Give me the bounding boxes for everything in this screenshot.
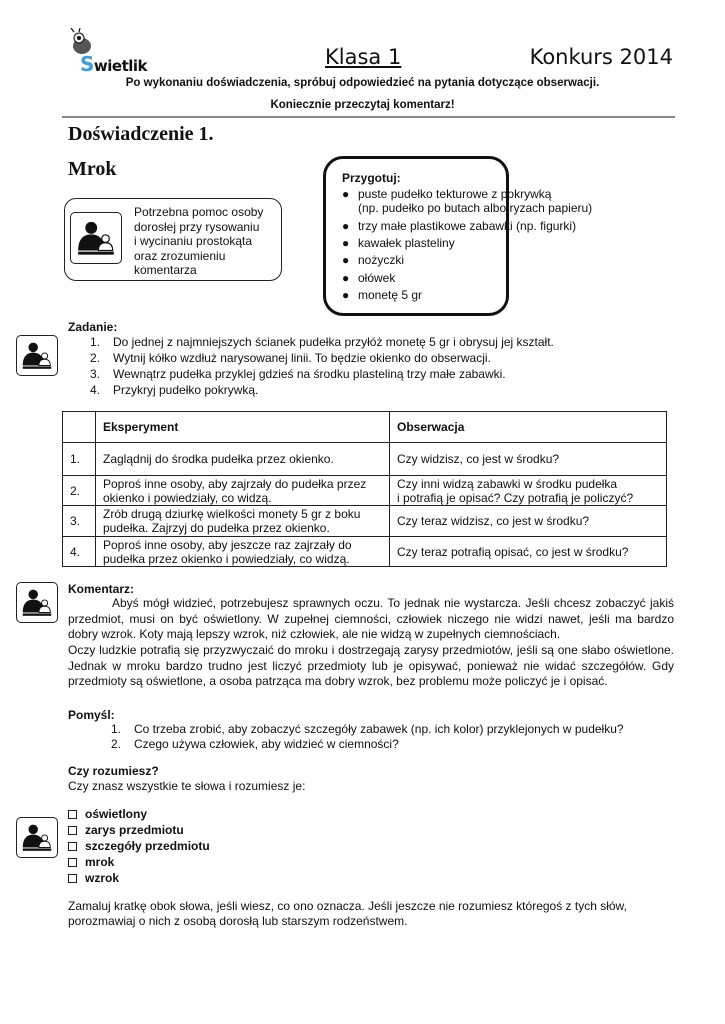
observation-cell — [390, 443, 667, 476]
understand-footer: Zamaluj kratkę obok słowa, jeśli wiesz, co ono oznacza. Jeśli jeszcze nie rozumiesz któregoś z tych słów, — [68, 899, 627, 913]
help-box — [64, 198, 282, 281]
help-text — [134, 205, 263, 278]
help-line: dorosłej przy rysowaniu — [134, 219, 260, 234]
checkbox-icon[interactable] — [68, 842, 77, 851]
task-title: Zadanie: — [68, 320, 118, 334]
experiment-cell — [96, 506, 390, 537]
row-number: 3. — [63, 506, 96, 537]
checkbox-icon[interactable] — [68, 826, 77, 835]
header-cell: Obserwacja — [390, 412, 667, 443]
prepare-item-text: ołówek — [358, 271, 396, 285]
table-row — [63, 506, 667, 537]
prepare-title: Przygotuj: — [342, 171, 401, 185]
table-row — [63, 476, 667, 506]
class-heading: Klasa 1 — [325, 45, 402, 69]
checkbox-icon[interactable] — [68, 874, 77, 883]
swietlik-logo — [66, 28, 148, 76]
table-row — [63, 537, 667, 567]
cell-line: Czy teraz widzisz, co jest w środku? — [397, 514, 590, 528]
word-checkbox[interactable] — [68, 839, 210, 853]
cell-line: pudełka przez okienko i powiedziały, co widzą. — [103, 551, 350, 566]
comment-title: Komentarz: — [68, 582, 135, 596]
row-number: 2. — [63, 476, 96, 506]
experiment-table — [62, 411, 667, 567]
think-item-text: Co trzeba zrobić, aby zobaczyć szczegóły zabawek (np. ich kolor) przyklejonych w pudełku? — [134, 722, 624, 736]
task-item-text: Wytnij kółko wzdłuż narysowanej linii. To będzie okienko do obserwacji. — [113, 351, 491, 365]
cell-line: Poproś inne osoby, aby zajrzały do pudełka przez — [103, 476, 367, 491]
adult-help-icon — [70, 212, 122, 264]
word-label: wzrok — [85, 871, 120, 885]
prepare-item-text: kawałek plasteliny — [358, 236, 455, 250]
understand-title: Czy rozumiesz? — [68, 764, 159, 778]
task-item-text: Do jednej z najmniejszych ścianek pudełka przyłóż monetę 5 gr i obrysuj jej kształt. — [113, 335, 554, 349]
cell-line: okienko i powiedziały, co widzą. — [103, 490, 272, 505]
cell-line: i potrafią je opisać? Czy potrafią je policzyć? — [397, 490, 634, 505]
adult-help-icon — [16, 582, 58, 623]
experiment-cell — [96, 443, 390, 476]
contest-heading: Konkurs 2014 — [529, 45, 673, 69]
word-checkbox[interactable] — [68, 855, 114, 869]
row-number: 1. — [63, 443, 96, 476]
logo-s-letter: S — [80, 52, 94, 76]
task-item-text: Wewnątrz pudełka przyklej gdzieś na środku plasteliną trzy małe zabawki. — [113, 367, 506, 381]
cell-line: Poproś inne osoby, aby jeszcze raz zajrzały do — [103, 537, 352, 552]
cell-line: Zrób drugą dziurkę wielkości monety 5 gr z boku — [103, 507, 361, 521]
word-checkbox[interactable] — [68, 807, 147, 821]
logo-text: Swietlik — [80, 52, 148, 76]
checkbox-icon[interactable] — [68, 810, 77, 819]
prepare-item-text: trzy małe plastikowe zabawki (np. figurki) — [358, 219, 577, 233]
word-label: zarys przedmiotu — [85, 823, 184, 837]
experiment-cell — [96, 476, 390, 506]
table-header-row — [63, 412, 667, 443]
header-cell — [63, 412, 96, 443]
adult-help-icon — [16, 335, 58, 376]
adult-help-icon — [16, 817, 58, 858]
header-cell: Eksperyment — [96, 412, 390, 443]
think-item-text: Czego używa człowiek, aby widzieć w ciemności? — [134, 737, 399, 751]
observation-cell — [390, 476, 667, 506]
cell-line: Czy inni widzą zabawki w środku pudełka — [397, 476, 618, 491]
prepare-item-text: (np. pudełko po butach albo ryzach papieru) — [358, 201, 593, 215]
subtitle: Po wykonaniu doświadczenia, spróbuj odpowiedzieć na pytania dotyczące obserwacji. — [125, 77, 600, 89]
table-row — [63, 443, 667, 476]
comment-paragraph: Abyś mógł widzieć, potrzebujesz sprawnych oczu. To jednak nie wystarcza. Jeśli chcesz zobaczyć jakiś przedmiot, musi on być oświetlony. W zupełnej ciemności, człowiek niczego nie widzi nawet, jeśli ma bardzo dobry wzrok. Koty mają lepszy wzrok, niż człowiek, ale nie widzą w zupełnych ciemnościach. — [68, 596, 674, 642]
prepare-item-text: monetę 5 gr — [358, 288, 423, 302]
prepare-item-text: puste pudełko tekturowe z pokrywką — [358, 187, 552, 201]
row-number: 4. — [63, 537, 96, 567]
experiment-name: Mrok — [68, 158, 117, 180]
prepare-item-text: nożyczki — [358, 253, 405, 267]
experiment-cell — [96, 537, 390, 567]
word-label: oświetlony — [85, 807, 148, 821]
cell-line: Czy widzisz, co jest w środku? — [397, 452, 560, 466]
experiment-title: Doświadczenie 1. — [68, 123, 214, 145]
notice: Koniecznie przeczytaj komentarz! — [270, 99, 455, 111]
cell-line: pudełka. Zajrzyj do pudełka przez okienko. — [103, 521, 330, 535]
help-line: oraz zrozumieniu — [134, 248, 226, 263]
think-title: Pomyśl: — [68, 708, 115, 722]
word-label: mrok — [85, 855, 115, 869]
word-checkbox[interactable] — [68, 871, 119, 885]
help-line: Potrzebna pomoc osoby — [134, 205, 264, 219]
understand-question: Czy znasz wszystkie te słowa i rozumiesz je: — [68, 779, 306, 793]
word-label: szczegóły przedmiotu — [85, 839, 210, 853]
comment-paragraph: Oczy ludzkie potrafią się przyzwyczaić do mroku i dostrzegają zarysy przedmiotów, jeśli są one słabo oświetlone. Jednak w mroku bardzo trudno jest liczyć przedmioty lub je opisywać, ponieważ nie widać szczegółów. Gdy przedmioty są oświetlone, a osoba patrząca ma dobry wzrok, bez problemu może policzyć je i opisać. — [68, 643, 674, 689]
checkbox-icon[interactable] — [68, 858, 77, 867]
divider — [62, 116, 675, 118]
cell-line: Czy teraz potrafią opisać, co jest w środku? — [397, 544, 629, 559]
cell-line: Zaglądnij do środka pudełka przez okienko. — [103, 452, 334, 466]
help-line: i wycinaniu prostokąta — [134, 234, 253, 248]
help-line: komentarza — [134, 263, 197, 277]
word-checkbox[interactable] — [68, 823, 184, 837]
observation-cell — [390, 537, 667, 567]
observation-cell — [390, 506, 667, 537]
understand-footer: porozmawiaj o nich z osobą dorosłą lub starszym rodzeństwem. — [68, 914, 408, 928]
task-item-text: Przykryj pudełko pokrywką. — [113, 383, 259, 397]
